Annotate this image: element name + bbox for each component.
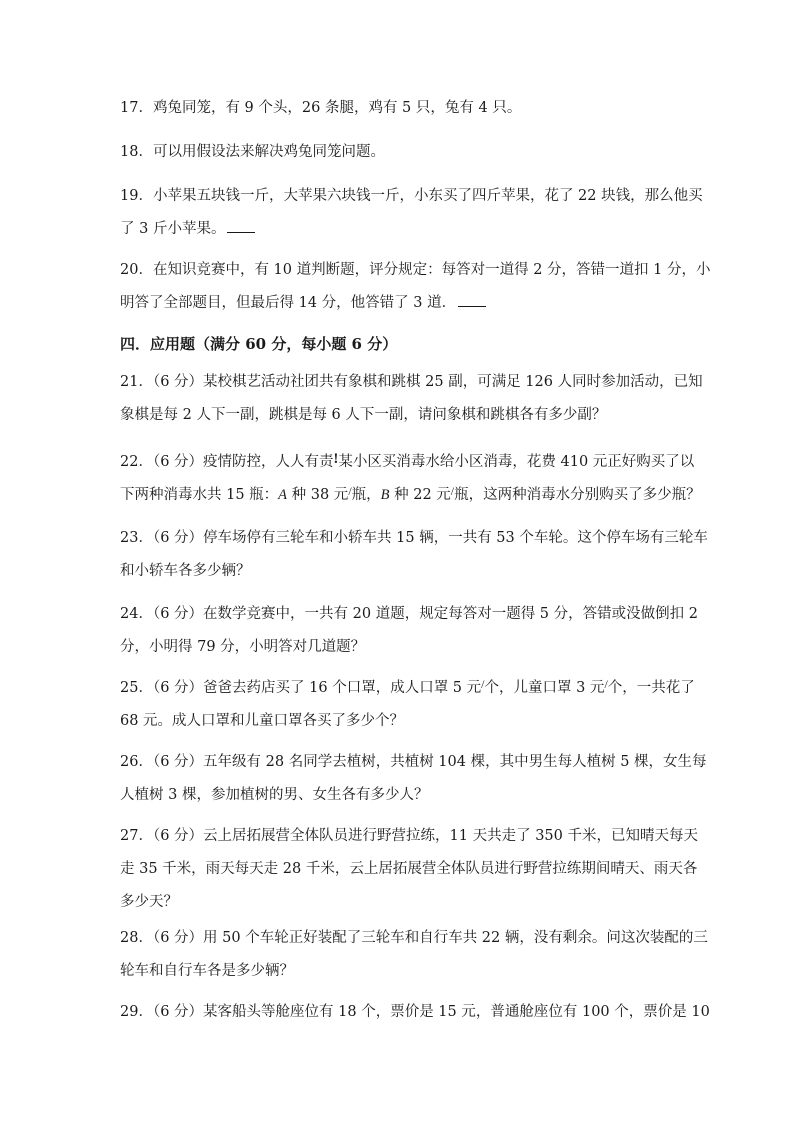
symbol-a: A xyxy=(278,487,288,503)
question-23-line-1: 23．（6 分）停车场停有三轮车和小轿车共 15 辆，一共有 53 个车轮。这个停车场有三轮车 xyxy=(120,530,708,546)
question-20-line-1: 20．在知识竞赛中，有 10 道判断题，评分规定：每答对一道得 2 分，答错一道扣 1 分，小 xyxy=(120,262,711,278)
question-29 xyxy=(120,996,710,1029)
per-slash: / xyxy=(450,484,455,498)
answer-blank[interactable] xyxy=(458,292,486,307)
question-22 xyxy=(120,446,701,512)
question-19 xyxy=(120,180,703,246)
section-title: 四．应用题（满分 60 分，每小题 6 分） xyxy=(120,335,398,353)
question-26-line-2: 人植树 3 棵，参加植树的男、女生各有多少人？ xyxy=(120,787,429,803)
question-28 xyxy=(120,922,708,988)
question-23-line-2: 和小轿车各多少辆？ xyxy=(120,563,251,579)
question-26-line-1: 26．（6 分）五年级有 28 名同学去植树，共植树 104 棵，其中男生每人植树 5 棵，女生每 xyxy=(120,754,707,770)
per-slash: / xyxy=(348,484,352,498)
question-17 xyxy=(120,92,682,125)
question-21-line-2: 象棋是每 2 人下一副，跳棋是每 6 人下一副，请问象棋和跳棋各有多少副？ xyxy=(120,407,607,423)
symbol-b: B xyxy=(380,487,390,503)
question-22-line-1: 22．（6 分）疫情防控，人人有责!某小区买消毒水给小区消毒，花费 410 元正好购买了以 xyxy=(120,451,695,470)
question-25 xyxy=(120,672,695,738)
answer-blank[interactable] xyxy=(227,218,255,233)
question-22-line-2: 下两种消毒水共 15 瓶：A 种 38 元/瓶，B 种 22 元/瓶，这两种消毒水分别购买了多少瓶？ xyxy=(120,484,701,503)
question-24-line-1: 24．（6 分）在数学竞赛中，一共有 20 道题，规定每答对一题得 5 分，答错或没做倒扣 2 xyxy=(120,606,698,622)
question-20 xyxy=(120,254,711,320)
question-27-line-1: 27．（6 分）云上居拓展营全体队员进行野营拉练，11 天共走了 350 千米，已知晴天每天 xyxy=(120,828,698,844)
per-slash: / xyxy=(604,677,608,691)
question-25-line-1: 25．（6 分）爸爸去药店买了 16 个口罩，成人口罩 5 元/个，儿童口罩 3 元/个，一共花了 xyxy=(120,677,695,696)
question-29-line-1: 29．（6 分）某客船头等舱座位有 18 个，票价是 15 元，普通舱座位有 100 个，票价是 10 xyxy=(120,1004,710,1020)
question-19-line-1: 19．小苹果五块钱一斤，大苹果六块钱一斤，小东买了四斤苹果，花了 22 块钱，那么他买 xyxy=(120,188,703,204)
question-18 xyxy=(120,136,682,169)
question-26 xyxy=(120,746,707,812)
per-slash: / xyxy=(481,677,485,691)
question-21 xyxy=(120,366,703,432)
question-27-line-3: 多少天？ xyxy=(120,894,178,910)
question-19-line-2: 了 3 斤小苹果。 xyxy=(120,213,682,246)
question-20-line-2: 明答了全部题目，但最后得 14 分，他答错了 3 道． xyxy=(120,287,682,320)
question-27-line-2: 走 35 千米，雨天每天走 28 千米，云上居拓展营全体队员进行野营拉练期间晴天、雨天各 xyxy=(120,861,698,877)
question-18-text: 18．可以用假设法来解决鸡兔同笼问题。 xyxy=(120,144,385,160)
question-21-line-1: 21．（6 分）某校棋艺活动社团共有象棋和跳棋 25 副，可满足 126 人同时参加活动，已知 xyxy=(120,374,703,390)
question-28-line-1: 28．（6 分）用 50 个车轮正好装配了三轮车和自行车共 22 辆，没有剩余。问这次装配的三 xyxy=(120,930,708,946)
question-24 xyxy=(120,598,698,664)
question-27 xyxy=(120,820,698,919)
question-17-text: 17．鸡兔同笼，有 9 个头，26 条腿，鸡有 5 只，兔有 4 只。 xyxy=(120,100,522,116)
question-28-line-2: 轮车和自行车各是多少辆？ xyxy=(120,963,294,979)
question-23 xyxy=(120,522,708,588)
exclamation-mark: ! xyxy=(333,451,339,467)
question-24-line-2: 分，小明得 79 分，小明答对几道题？ xyxy=(120,639,366,655)
question-25-line-2: 68 元。成人口罩和儿童口罩各买了多少个？ xyxy=(120,713,405,729)
